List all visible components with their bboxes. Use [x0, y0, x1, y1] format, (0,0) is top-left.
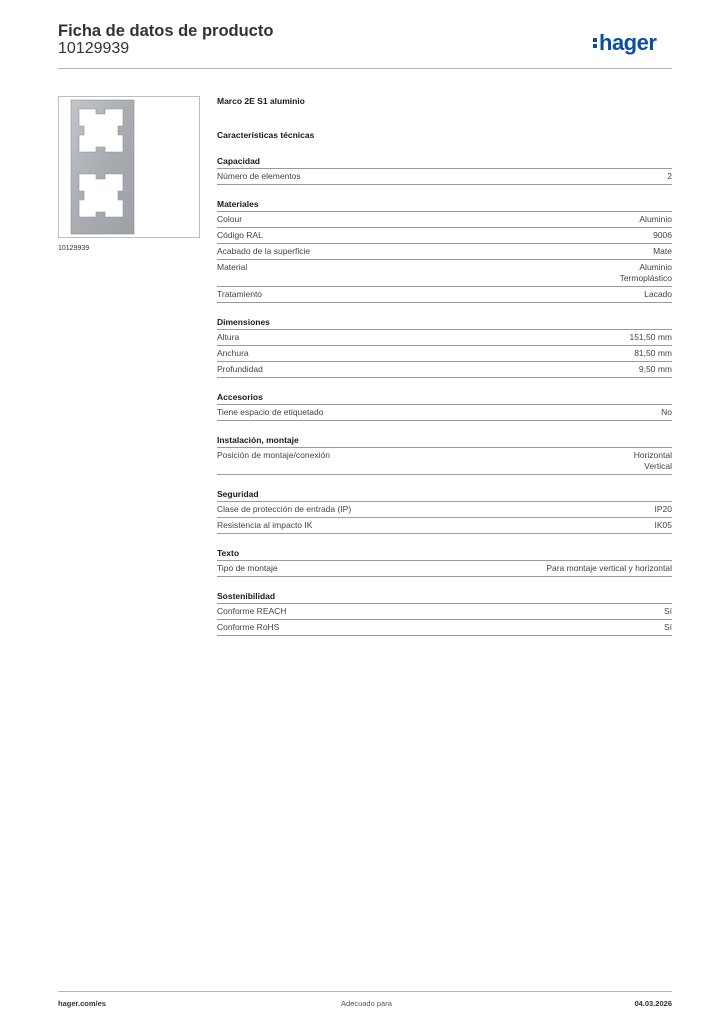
spec-value: [667, 171, 672, 182]
spec-section: [217, 591, 672, 636]
spec-row: [217, 260, 672, 287]
spec-label: Clase de protección de entrada (IP): [217, 504, 352, 514]
section-title: Capacidad: [217, 156, 672, 169]
spec-value: [655, 520, 673, 531]
spec-value-line: 2: [667, 171, 672, 181]
spec-label: Tratamiento: [217, 289, 263, 299]
spec-value-line: Mate: [653, 246, 672, 256]
spec-row: [217, 448, 672, 475]
spec-row: [217, 502, 672, 518]
characteristics-title: Características técnicas: [217, 130, 315, 140]
spec-label: Posición de montaje/conexión: [217, 450, 330, 460]
hager-logo: [593, 30, 656, 56]
spec-value-line: 151,50 mm: [629, 332, 672, 342]
spec-value: [634, 348, 672, 359]
spec-value-line: IP20: [654, 504, 672, 514]
spec-section: [217, 435, 672, 475]
spec-value: [664, 606, 672, 617]
spec-section: [217, 199, 672, 303]
spec-value-line: Lacado: [644, 289, 672, 299]
spec-value-line: Para montaje vertical y horizontal: [546, 563, 672, 573]
spec-value-line: Aluminio: [639, 262, 672, 272]
spec-value: [546, 563, 672, 574]
spec-row: [217, 346, 672, 362]
spec-row: [217, 244, 672, 260]
product-name: Marco 2E S1 aluminio: [217, 96, 305, 106]
section-title: Sostenibilidad: [217, 591, 672, 604]
image-caption: 10129939: [58, 245, 90, 252]
spec-row: [217, 620, 672, 636]
spec-label: Conforme REACH: [217, 606, 287, 616]
spec-label: Material: [217, 262, 248, 272]
logo-dots-icon: [593, 36, 597, 50]
spec-value: [664, 622, 672, 633]
header-title: Ficha de datos de producto: [58, 22, 274, 40]
footer-date: 04.03.2026: [634, 999, 672, 1008]
footer-website: hager.com/es: [58, 999, 106, 1008]
spec-section: [217, 548, 672, 577]
spec-row: [217, 362, 672, 378]
spec-sections: [217, 156, 672, 636]
spec-value-line: IK05: [654, 520, 672, 530]
spec-row: [217, 518, 672, 534]
spec-value-line: Sí: [663, 622, 672, 632]
spec-row: [217, 604, 672, 620]
spec-label: Colour: [217, 214, 243, 224]
spec-value: [661, 407, 672, 418]
spec-value-line: No: [661, 407, 672, 417]
spec-value-line: 9,50 mm: [638, 364, 672, 374]
spec-value: [653, 246, 672, 257]
spec-value-line: Horizontal: [633, 450, 672, 460]
product-code: 10129939: [58, 40, 130, 57]
spec-row: [217, 561, 672, 577]
section-title: Accesorios: [217, 392, 672, 405]
spec-value: [629, 332, 672, 343]
spec-section: [217, 489, 672, 534]
spec-value: [634, 450, 672, 472]
spec-value: [639, 364, 672, 375]
spec-value: [644, 289, 672, 300]
spec-label: Tipo de montaje: [217, 563, 278, 573]
spec-label: Altura: [217, 332, 240, 342]
section-title: Instalación, montaje: [217, 435, 672, 448]
section-title: Dimensiones: [217, 317, 672, 330]
spec-value-line: Aluminio: [639, 214, 672, 224]
spec-row: [217, 228, 672, 244]
wall-frame-picture: [59, 97, 199, 237]
spec-section: [217, 317, 672, 378]
spec-row: [217, 169, 672, 185]
spec-row: [217, 405, 672, 421]
spec-value: [653, 230, 672, 241]
product-details: [217, 96, 672, 636]
spec-value-line: 81,50 mm: [634, 348, 672, 358]
product-image: [58, 96, 200, 238]
spec-label: Resistencia al impacto IK: [217, 520, 313, 530]
spec-value-line: 9006: [653, 230, 672, 240]
footer-divider: [58, 991, 672, 992]
spec-label: Código RAL: [217, 230, 263, 240]
spec-section: [217, 156, 672, 185]
spec-label: Profundidad: [217, 364, 263, 374]
section-title: Texto: [217, 548, 672, 561]
spec-label: Anchura: [217, 348, 249, 358]
spec-row: [217, 287, 672, 303]
logo-text: hager: [599, 30, 657, 55]
spec-row: [217, 212, 672, 228]
spec-value: [655, 504, 673, 515]
spec-value-line: Termoplástico: [619, 273, 672, 283]
spec-row: [217, 330, 672, 346]
spec-label: Número de elementos: [217, 171, 301, 181]
section-title: Seguridad: [217, 489, 672, 502]
spec-label: Tiene espacio de etiquetado: [217, 407, 324, 417]
spec-value-line: Vertical: [644, 461, 672, 471]
footer-center-text: Adecuado para: [341, 999, 392, 1008]
section-title: Materiales: [217, 199, 672, 212]
spec-value: [639, 214, 672, 225]
spec-label: Conforme RoHS: [217, 622, 280, 632]
spec-label: Acabado de la superficie: [217, 246, 311, 256]
spec-value: [620, 262, 672, 284]
spec-value-line: Sí: [663, 606, 672, 616]
header-divider: [58, 68, 672, 69]
spec-section: [217, 392, 672, 421]
